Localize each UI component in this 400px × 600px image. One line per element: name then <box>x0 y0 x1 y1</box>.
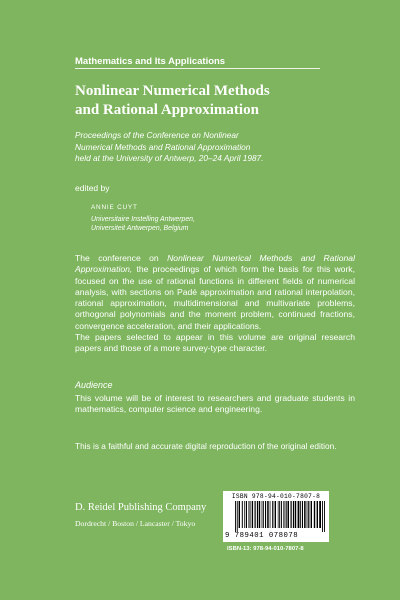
barcode-bar <box>279 501 280 528</box>
barcode-bar <box>249 501 250 528</box>
barcode-bar <box>295 501 296 528</box>
barcode-bar <box>291 501 292 528</box>
barcode-bar <box>246 501 247 528</box>
barcode-bar <box>302 501 303 528</box>
barcode-bar <box>265 501 266 528</box>
description-intro: The conference on <box>75 253 168 263</box>
conference-title: Nonlinear Numerical Methods and Rational Approximation, <box>75 253 355 275</box>
barcode <box>223 491 329 542</box>
barcode-bar <box>304 501 306 528</box>
book-title-line-1: Nonlinear Numerical Methods <box>75 83 270 99</box>
barcode-bar <box>252 501 253 528</box>
barcode-bars <box>235 501 325 532</box>
audience-text: This volume will be of interest to researchers and graduate students in mathematics, computer science and engineering. <box>75 393 355 415</box>
barcode-bar <box>244 501 245 528</box>
barcode-bar <box>242 501 243 528</box>
barcode-isbn-top: ISBN 978-94-010-7807-8 <box>231 493 321 500</box>
proceedings-line-1: Proceedings of the Conference on Nonlinear <box>75 130 239 140</box>
edited-by-label: edited by <box>75 183 110 193</box>
barcode-bar <box>298 501 300 528</box>
barcode-bar <box>281 501 282 528</box>
barcode-bar <box>275 501 276 528</box>
barcode-bar <box>322 501 323 532</box>
barcode-bar <box>286 501 287 528</box>
barcode-digits: 9 789401 078078 <box>225 532 299 540</box>
isbn13-label: ISBN-13: 978-94-010-7807-8 <box>227 546 304 552</box>
publisher-name: D. Reidel Publishing Company <box>75 502 207 513</box>
barcode-bar <box>267 501 269 528</box>
barcode-bar <box>235 501 236 532</box>
reproduction-note: This is a faithful and accurate digital reproduction of the original edition. <box>75 441 337 451</box>
book-title-line-2: and Rational Approximation <box>75 102 259 118</box>
proceedings-note <box>75 130 355 165</box>
barcode-bar <box>263 501 264 528</box>
description-body: the proceedings of which form the basis for this work, focused on the use of rational functions in different fields of numerical analysis, with sections on Padé approximation and rational interpolation, rational approximation, multidimensional and multivariate problems, orthogonal polynomials and the moment problem, continued fractions, convergence acceleration, and their applications. <box>75 264 355 331</box>
series-title: Mathematics and Its Applications <box>75 56 226 67</box>
barcode-bar <box>257 501 258 528</box>
barcode-bar <box>251 501 252 528</box>
barcode-bar <box>239 501 240 528</box>
papers-paragraph: The papers selected to appear in this volume are original research papers and those of a more survey-type character. <box>75 332 355 354</box>
barcode-bar <box>237 501 238 532</box>
series-rule <box>75 68 320 69</box>
description-paragraph <box>75 253 355 332</box>
barcode-bar <box>308 501 309 528</box>
barcode-bar <box>314 501 315 528</box>
editor-affiliation-line-2: Universiteit Antwerpen, Belgium <box>91 225 189 232</box>
description <box>75 253 355 355</box>
barcode-bar <box>324 501 325 532</box>
barcode-bar <box>255 501 256 528</box>
barcode-bar <box>300 501 301 528</box>
book-title <box>75 82 355 120</box>
barcode-bar <box>319 501 321 528</box>
publisher-locations: Dordrecht / Boston / Lancaster / Tokyo <box>75 519 196 528</box>
barcode-bar <box>288 501 290 528</box>
barcode-bar <box>311 501 312 528</box>
editor-name: ANNIE CUYT <box>91 204 138 211</box>
barcode-bar <box>317 501 318 528</box>
barcode-bar <box>278 501 279 528</box>
proceedings-line-3: held at the University of Antwerp, 20–24 April 1987. <box>75 153 264 163</box>
barcode-bar <box>307 501 308 528</box>
barcode-bar <box>262 501 263 528</box>
proceedings-line-2: Numerical Methods and Rational Approximation <box>75 141 251 152</box>
editor-affiliation <box>91 215 331 233</box>
editor-affiliation-line-1: Universitaire Instelling Antwerpen, <box>91 216 195 223</box>
barcode-bar <box>293 501 294 528</box>
audience-heading: Audience <box>75 380 113 390</box>
barcode-bar <box>272 501 273 528</box>
barcode-bar <box>259 501 260 528</box>
barcode-bar <box>270 501 271 528</box>
barcode-bar <box>283 501 284 528</box>
